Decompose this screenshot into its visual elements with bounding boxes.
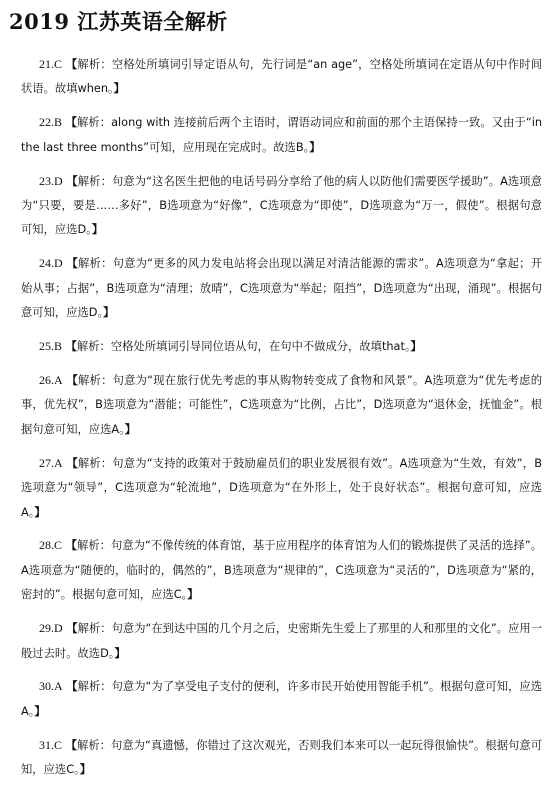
bracket-close: 】 xyxy=(114,646,126,660)
answer-letter: D xyxy=(54,621,63,636)
answer-item xyxy=(0,533,554,607)
bracket-close: 】 xyxy=(103,306,115,320)
answer-item xyxy=(0,733,554,783)
answer-item xyxy=(0,110,554,160)
answer-letter: D xyxy=(54,256,63,271)
answer-letter: A xyxy=(54,455,63,470)
explanation-text: 解析：空格处所填词引导同位语从句，在句中不做成分，故填that。 xyxy=(76,340,411,354)
explanation-text: 解析：句意为“更多的风力发电站将会出现以满足对清洁能源的需求”。A选项意为“拿起；开始从事；占据”，B选项意为“清理；放晴”，C选项意为“举起；阻挡”，D选项意为“出现，涌现”。根据句意可知，应选D。 xyxy=(21,257,542,320)
question-number: 31. xyxy=(39,737,54,752)
answer-item xyxy=(0,616,554,666)
answer-item xyxy=(0,52,554,102)
bracket-close: 】 xyxy=(34,505,46,519)
bracket-open: 【 xyxy=(66,257,79,271)
question-number: 25. xyxy=(39,339,54,354)
bracket-open: 【 xyxy=(66,680,78,694)
answer-item xyxy=(0,251,554,325)
bracket-open: 【 xyxy=(65,738,77,752)
explanation-text: 解析：句意为“不像传统的体育馆，基于应用程序的体育馆为人们的锻炼提供了灵活的选择”。A选项意为“随便的，临时的，偶然的”，B选项意为“规律的”，C选项意为“灵活的”，D选项意为“紧的，密封的”。根据句意可知，应选C。 xyxy=(21,539,542,602)
bracket-close: 】 xyxy=(187,588,199,602)
bracket-open: 【 xyxy=(65,340,77,354)
explanation-text: 解析：句意为“支持的政策对于鼓励雇员们的职业发展很有效”。A选项意为“生效，有效”，B选项意为“领导”，C选项意为“轮流地”，D选项意为“在外形上，处于良好状态”。根据句意可知，应选A。 xyxy=(21,456,542,519)
answer-letter: B xyxy=(54,339,63,354)
question-number: 29. xyxy=(39,621,54,636)
answer-letter: C xyxy=(54,737,63,752)
explanation-text: 解析：句意为“这名医生把他的电话号码分享给了他的病人以防他们需要医学援助”。A选项意为“只要，要是……多好”，B选项意为“好像”，C选项意为“即使”，D选项意为“万一，假使”。根据句意可知，应选D。 xyxy=(21,174,542,237)
answer-letter: A xyxy=(54,372,63,387)
answer-item xyxy=(0,368,554,442)
question-number: 27. xyxy=(39,455,54,470)
answer-letter: B xyxy=(54,115,63,130)
answer-letter: A xyxy=(54,679,63,694)
answer-item xyxy=(0,674,554,724)
answer-letter: C xyxy=(54,57,63,71)
bracket-open: 【 xyxy=(66,456,78,470)
answer-item xyxy=(0,169,554,243)
explanation-text: 解析：句意为“真遗憾，你错过了这次观光，否则我们本来可以一起玩得很愉快”。根据句意可知，应选C。 xyxy=(21,738,542,777)
document-title: 2019 江苏英语全解析 xyxy=(9,9,228,34)
explanation-text: 解析：句意为“现在旅行优先考虑的事从购物转变成了食物和风景”。A选项意为“优先考虑的事，优先权”，B选项意为“潜能；可能性”，C选项意为“比例，占比”，D选项意为“退休金，抚恤金”。根据句意可知，应选A。 xyxy=(21,373,542,436)
question-number: 22. xyxy=(39,115,54,130)
answer-item xyxy=(0,334,554,359)
question-number: 24. xyxy=(39,256,54,271)
bracket-open: 【 xyxy=(65,58,78,71)
bracket-close: 】 xyxy=(91,223,104,237)
question-number: 26. xyxy=(39,372,54,387)
bracket-open: 【 xyxy=(66,174,78,188)
bracket-open: 【 xyxy=(65,116,78,130)
explanation-text: 解析：句意为“为了享受电子支付的便利，许多市民开始使用智能手机”。根据句意可知，应选A。 xyxy=(21,680,542,718)
answer-letter: C xyxy=(54,538,63,553)
explanation-text: 解析：along with 连接前后两个主语时，谓语动词应和前面的那个主语保持一致。又由于“in the last three months”可知，应用现在完成时。故选B。 xyxy=(21,116,542,154)
question-number: 23. xyxy=(39,173,54,188)
question-number: 21. xyxy=(39,57,54,71)
explanation-text: 解析：空格处所填词引导定语从句，先行词是“an age”，空格处所填词在定语从句中作时间状语。故填when。 xyxy=(21,58,542,96)
question-number: 30. xyxy=(39,679,54,694)
answer-item xyxy=(0,451,554,525)
question-number: 28. xyxy=(39,538,54,553)
bracket-close: 】 xyxy=(34,704,46,718)
bracket-close: 】 xyxy=(124,422,137,436)
bracket-close: 】 xyxy=(113,82,125,96)
answer-letter: D xyxy=(54,173,63,188)
bracket-open: 【 xyxy=(65,539,77,553)
bracket-open: 【 xyxy=(66,373,79,387)
answer-explanations xyxy=(0,52,554,791)
bracket-close: 】 xyxy=(79,763,92,777)
bracket-close: 】 xyxy=(410,340,422,354)
explanation-text: 解析：句意为“在到达中国的几个月之后，史密斯先生爱上了那里的人和那里的文化”。应用一般过去时。故选D。 xyxy=(21,622,542,660)
bracket-close: 】 xyxy=(309,140,321,154)
bracket-open: 【 xyxy=(66,622,78,636)
